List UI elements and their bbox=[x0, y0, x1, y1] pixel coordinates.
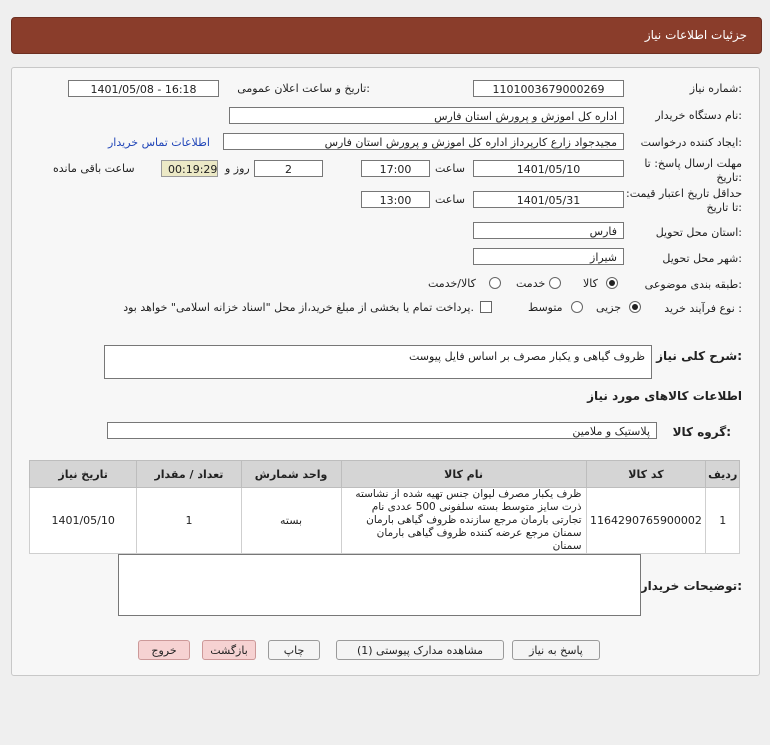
remaining-label: ساعت باقی مانده bbox=[53, 162, 135, 175]
category-label: طبقه بندی موضوعی: bbox=[644, 278, 742, 291]
announce-field[interactable]: 1401/05/08 - 16:18 bbox=[68, 80, 219, 97]
goods-info-heading: اطلاعات کالاهای مورد نیاز bbox=[587, 389, 742, 403]
treasury-payment-checkbox[interactable] bbox=[480, 301, 492, 313]
process-medium-radio[interactable] bbox=[571, 301, 583, 313]
col-quantity: تعداد / مقدار bbox=[137, 461, 241, 488]
print-button[interactable]: چاپ bbox=[268, 640, 320, 660]
announce-label: تاریخ و ساعت اعلان عمومی: bbox=[237, 82, 370, 95]
city-label: شهر محل تحویل: bbox=[662, 252, 742, 265]
table-row[interactable] bbox=[30, 488, 740, 554]
summary-field[interactable]: ظروف گیاهی و یکبار مصرف بر اساس فایل پیوست bbox=[104, 345, 652, 379]
validity-date-field[interactable]: 1401/05/31 bbox=[473, 191, 624, 208]
process-medium-label: متوسط bbox=[528, 301, 563, 314]
process-label: نوع فرآیند خرید : bbox=[664, 302, 742, 315]
page-header bbox=[11, 17, 762, 54]
process-partial-radio[interactable] bbox=[629, 301, 641, 313]
buyer-org-field[interactable]: اداره کل اموزش و پرورش استان فارس bbox=[229, 107, 624, 124]
exit-button[interactable]: خروج bbox=[138, 640, 190, 660]
category-service-label: خدمت bbox=[516, 277, 546, 290]
city-field[interactable]: شیراز bbox=[473, 248, 624, 265]
goods-group-label: گروه کالا: bbox=[672, 425, 731, 439]
summary-label: شرح کلی نیاز: bbox=[656, 349, 742, 363]
category-service-radio[interactable] bbox=[549, 277, 561, 289]
col-unit: واحد شمارش bbox=[241, 461, 341, 488]
buyer-contact-link[interactable]: اطلاعات تماس خریدار bbox=[108, 136, 210, 149]
reply-time-field[interactable]: 17:00 bbox=[361, 160, 430, 177]
cell-quantity: 1 bbox=[137, 488, 241, 554]
reply-time-label: ساعت bbox=[435, 162, 465, 175]
category-goods-label: کالا bbox=[583, 277, 598, 290]
days-label: روز و bbox=[225, 162, 250, 175]
table-header-row bbox=[30, 461, 740, 488]
category-goods-service-radio[interactable] bbox=[489, 277, 501, 289]
col-item-code: کد کالا bbox=[586, 461, 706, 488]
col-row: ردیف bbox=[706, 461, 740, 488]
category-goods-service-label: کالا/خدمت bbox=[428, 277, 476, 290]
view-attachments-button[interactable]: مشاهده مدارک پیوستی (1) bbox=[336, 640, 504, 660]
days-field[interactable]: 2 bbox=[254, 160, 323, 177]
page-title: جزئیات اطلاعات نیاز bbox=[644, 28, 747, 42]
reply-button[interactable]: پاسخ به نیاز bbox=[512, 640, 600, 660]
validity-label: حداقل تاریخ اعتبار قیمت: تا تاریخ: bbox=[626, 187, 742, 214]
cell-unit: بسته bbox=[241, 488, 341, 554]
creator-label: ایجاد کننده درخواست: bbox=[640, 136, 742, 149]
buyer-org-label: نام دستگاه خریدار: bbox=[655, 109, 742, 122]
col-item-name: نام کالا bbox=[341, 461, 586, 488]
validity-time-label: ساعت bbox=[435, 193, 465, 206]
cell-item-name: ظرف یکبار مصرف لیوان جنس تهیه شده از نشاسته ذرت سایز متوسط بسته سلفونی 500 عددی نام تجارتی بارمان مرجع سازنده ظروف گیاهی بارمان سمنان مرجع عرضه کننده ظروف گیاهی بارمان سمنان bbox=[341, 488, 586, 554]
col-need-date: تاریخ نیاز bbox=[30, 461, 137, 488]
goods-group-field[interactable]: پلاستیک و ملامین bbox=[107, 422, 657, 439]
need-number-field[interactable]: 1101003679000269 bbox=[473, 80, 624, 97]
category-goods-radio[interactable] bbox=[606, 277, 618, 289]
items-table bbox=[29, 460, 740, 554]
process-partial-label: جزیی bbox=[596, 301, 622, 314]
buyer-notes-field[interactable] bbox=[118, 554, 641, 616]
province-field[interactable]: فارس bbox=[473, 222, 624, 239]
cell-need-date: 1401/05/10 bbox=[30, 488, 137, 554]
buyer-notes-label: توضیحات خریدار: bbox=[640, 579, 742, 593]
validity-time-field[interactable]: 13:00 bbox=[361, 191, 430, 208]
cell-item-code: 1164290765900002 bbox=[586, 488, 706, 554]
remaining-time-field: 00:19:29 bbox=[161, 160, 218, 177]
reply-deadline-label: مهلت ارسال پاسخ: تا تاریخ: bbox=[644, 157, 742, 184]
need-number-label: شماره نیاز: bbox=[689, 82, 742, 95]
reply-date-field[interactable]: 1401/05/10 bbox=[473, 160, 624, 177]
province-label: استان محل تحویل: bbox=[655, 226, 742, 239]
creator-field[interactable]: مجیدجواد زارع کارپرداز اداره کل اموزش و پرورش استان فارس bbox=[223, 133, 624, 150]
back-button[interactable]: بازگشت bbox=[202, 640, 256, 660]
cell-row-number: 1 bbox=[706, 488, 740, 554]
treasury-payment-note: پرداخت تمام یا بخشی از مبلغ خرید،از محل "اسناد خزانه اسلامی" خواهد بود. bbox=[123, 301, 474, 314]
